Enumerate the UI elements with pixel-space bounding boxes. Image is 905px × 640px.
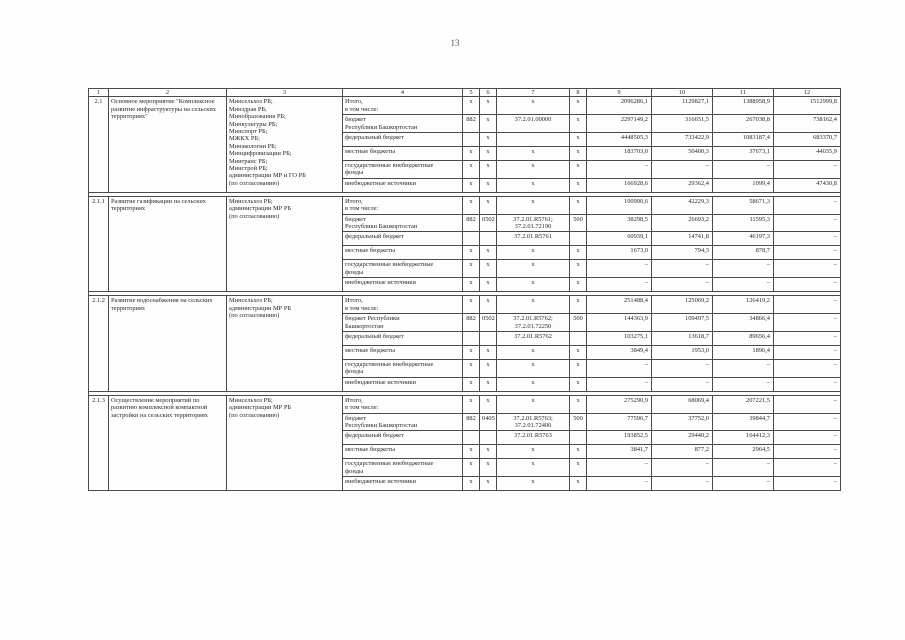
cell-col-10: 733422,9	[652, 133, 713, 147]
cell-col-10: 37752,0	[652, 413, 713, 431]
cell-col-7: x	[497, 246, 570, 260]
section-name: Развитие газификации на сельских территориях	[109, 196, 227, 291]
cell-col-9: 103275,1	[587, 331, 652, 345]
cell-col-7: x	[497, 459, 570, 477]
cell-col-8	[570, 431, 587, 445]
cell-col-10: –	[652, 377, 713, 391]
cell-col-12: –	[774, 214, 841, 232]
cell-col-5: x	[463, 459, 480, 477]
cell-col-12: –	[774, 296, 841, 314]
cell-col-12: –	[774, 445, 841, 459]
cell-col-6: x	[480, 147, 497, 161]
cell-col-12: –	[774, 278, 841, 292]
cell-col-7: 37.2.01.R5761; 37.2.01.72190	[497, 214, 570, 232]
cell-col-5	[463, 133, 480, 147]
column-header: 12	[774, 89, 841, 97]
cell-col-8: x	[570, 395, 587, 413]
cell-col-5: x	[463, 345, 480, 359]
cell-col-12: –	[774, 431, 841, 445]
cell-col-11: 89656,4	[713, 331, 774, 345]
section-number: 2.1.3	[89, 395, 109, 490]
cell-col-12: –	[774, 459, 841, 477]
cell-col-10: 42229,3	[652, 196, 713, 214]
funding-source: местные бюджеты	[343, 345, 463, 359]
cell-col-6: 0405	[480, 413, 497, 431]
funding-source: федеральный бюджет	[343, 133, 463, 147]
section-name: Осуществление мероприятий по развитию комплексной компактной застройки на сельских территориях	[109, 395, 227, 490]
cell-col-7: x	[497, 445, 570, 459]
cell-col-7: 37.2.01.R5761	[497, 232, 570, 246]
cell-col-9: 275290,9	[587, 395, 652, 413]
cell-col-5: 882	[463, 214, 480, 232]
cell-col-7: x	[497, 296, 570, 314]
funding-source: бюджет Республики Башкортостан	[343, 115, 463, 133]
cell-col-10: –	[652, 459, 713, 477]
cell-col-7: 37.2.01.R5763	[497, 431, 570, 445]
cell-col-11: 164412,3	[713, 431, 774, 445]
cell-col-9: 1673,0	[587, 246, 652, 260]
column-header: 3	[227, 89, 343, 97]
cell-col-6	[480, 431, 497, 445]
cell-col-6: x	[480, 359, 497, 377]
cell-col-6: x	[480, 459, 497, 477]
cell-col-5: 882	[463, 115, 480, 133]
cell-col-10: 26693,2	[652, 214, 713, 232]
cell-col-11: 1388958,9	[713, 97, 774, 115]
cell-col-7: 37.2.01.00000	[497, 115, 570, 133]
cell-col-5	[463, 431, 480, 445]
cell-col-11: 58671,3	[713, 196, 774, 214]
cell-col-6: x	[480, 345, 497, 359]
cell-col-10: 1129827,1	[652, 97, 713, 115]
column-header: 5	[463, 89, 480, 97]
cell-col-8: x	[570, 147, 587, 161]
cell-col-5: x	[463, 296, 480, 314]
cell-col-10: 125069,2	[652, 296, 713, 314]
cell-col-7: x	[497, 178, 570, 192]
cell-col-11: –	[713, 278, 774, 292]
cell-col-12: –	[774, 232, 841, 246]
cell-col-8: 500	[570, 214, 587, 232]
cell-col-5: x	[463, 477, 480, 491]
cell-col-6: 0502	[480, 214, 497, 232]
cell-col-9: 2297149,2	[587, 115, 652, 133]
section-executors: Минсельхоз РБ; администрации МР РБ (по согласованию)	[227, 296, 343, 391]
cell-col-8: x	[570, 196, 587, 214]
cell-col-9: 100900,6	[587, 196, 652, 214]
cell-col-12: –	[774, 196, 841, 214]
cell-col-7: x	[497, 395, 570, 413]
table-row	[89, 395, 841, 413]
section-number: 2.1.1	[89, 196, 109, 291]
cell-col-6: x	[480, 196, 497, 214]
cell-col-9: 38298,5	[587, 214, 652, 232]
cell-col-8: x	[570, 296, 587, 314]
funding-source: внебюджетные источники	[343, 278, 463, 292]
cell-col-12: –	[774, 246, 841, 260]
cell-col-5	[463, 232, 480, 246]
cell-col-8	[570, 232, 587, 246]
cell-col-12: –	[774, 413, 841, 431]
cell-col-10: 13618,7	[652, 331, 713, 345]
cell-col-8: x	[570, 161, 587, 179]
cell-col-12: –	[774, 377, 841, 391]
cell-col-10: 29440,2	[652, 431, 713, 445]
cell-col-10: –	[652, 260, 713, 278]
cell-col-8: x	[570, 133, 587, 147]
cell-col-9: 3841,7	[587, 445, 652, 459]
cell-col-12: –	[774, 331, 841, 345]
cell-col-9: 183703,0	[587, 147, 652, 161]
cell-col-5: 882	[463, 314, 480, 332]
cell-col-12: –	[774, 314, 841, 332]
cell-col-5: x	[463, 395, 480, 413]
cell-col-11: –	[713, 260, 774, 278]
cell-col-5: 882	[463, 413, 480, 431]
column-header: 9	[587, 89, 652, 97]
cell-col-8: x	[570, 178, 587, 192]
cell-col-7: x	[497, 196, 570, 214]
cell-col-5: x	[463, 359, 480, 377]
cell-col-11: 1083187,4	[713, 133, 774, 147]
funding-source: федеральный бюджет	[343, 232, 463, 246]
cell-col-7: x	[497, 377, 570, 391]
cell-col-7: x	[497, 260, 570, 278]
cell-col-8: 500	[570, 413, 587, 431]
cell-col-10: 316651,5	[652, 115, 713, 133]
cell-col-8: x	[570, 445, 587, 459]
cell-col-6: x	[480, 445, 497, 459]
cell-col-7	[497, 133, 570, 147]
cell-col-5: x	[463, 178, 480, 192]
cell-col-8: x	[570, 345, 587, 359]
cell-col-6: x	[480, 377, 497, 391]
cell-col-12: 738162,4	[774, 115, 841, 133]
section-number: 2.1	[89, 97, 109, 192]
cell-col-7: x	[497, 477, 570, 491]
cell-col-11: –	[713, 161, 774, 179]
cell-col-9: 2096286,1	[587, 97, 652, 115]
cell-col-6: x	[480, 260, 497, 278]
cell-col-8: 500	[570, 314, 587, 332]
cell-col-6: x	[480, 246, 497, 260]
cell-col-11: 11595,3	[713, 214, 774, 232]
funding-source: местные бюджеты	[343, 147, 463, 161]
cell-col-11: –	[713, 377, 774, 391]
funding-source: бюджет Республики Башкортостан	[343, 214, 463, 232]
cell-col-8: x	[570, 278, 587, 292]
section-number: 2.1.2	[89, 296, 109, 391]
column-header: 8	[570, 89, 587, 97]
cell-col-7: x	[497, 161, 570, 179]
cell-col-10: 50400,3	[652, 147, 713, 161]
cell-col-12: –	[774, 161, 841, 179]
section-executors: Минсельхоз РБ; администрации МР РБ (по согласованию)	[227, 196, 343, 291]
cell-col-7: x	[497, 97, 570, 115]
cell-col-9: –	[587, 260, 652, 278]
cell-col-7: 37.2.01.R5763; 37.2.01.72400	[497, 413, 570, 431]
cell-col-12: 44035,9	[774, 147, 841, 161]
cell-col-5: x	[463, 377, 480, 391]
cell-col-9: –	[587, 359, 652, 377]
cell-col-9: 251488,4	[587, 296, 652, 314]
cell-col-10: 14741,8	[652, 232, 713, 246]
cell-col-5: x	[463, 161, 480, 179]
cell-col-5	[463, 331, 480, 345]
funding-source: государственные внебюджетные фонды	[343, 459, 463, 477]
cell-col-11: 126419,2	[713, 296, 774, 314]
cell-col-6: x	[480, 477, 497, 491]
cell-col-7: x	[497, 147, 570, 161]
cell-col-6: x	[480, 97, 497, 115]
cell-col-9: 77596,7	[587, 413, 652, 431]
table-row	[89, 97, 841, 115]
cell-col-11: 2964,5	[713, 445, 774, 459]
section-executors: Минсельхоз РБ; администрации МР РБ (по согласованию)	[227, 395, 343, 490]
funding-source: федеральный бюджет	[343, 431, 463, 445]
cell-col-10: –	[652, 359, 713, 377]
cell-col-12: –	[774, 395, 841, 413]
cell-col-9: –	[587, 459, 652, 477]
cell-col-10: 68069,4	[652, 395, 713, 413]
cell-col-6: x	[480, 161, 497, 179]
column-header: 7	[497, 89, 570, 97]
funding-source: местные бюджеты	[343, 445, 463, 459]
cell-col-6: x	[480, 133, 497, 147]
funding-source: внебюджетные источники	[343, 477, 463, 491]
cell-col-10: 29362,4	[652, 178, 713, 192]
funding-source: Итого, в том числе:	[343, 97, 463, 115]
funding-source: бюджет Республики Башкортостан	[343, 413, 463, 431]
cell-col-11: 37673,1	[713, 147, 774, 161]
cell-col-10: 1953,0	[652, 345, 713, 359]
cell-col-12: 47430,8	[774, 178, 841, 192]
cell-col-6	[480, 232, 497, 246]
cell-col-10: 794,3	[652, 246, 713, 260]
cell-col-6	[480, 331, 497, 345]
cell-col-11: 207221,5	[713, 395, 774, 413]
cell-col-7: x	[497, 345, 570, 359]
funding-source: внебюджетные источники	[343, 377, 463, 391]
funding-source: государственные внебюджетные фонды	[343, 161, 463, 179]
cell-col-5: x	[463, 260, 480, 278]
cell-col-12: 683370,7	[774, 133, 841, 147]
funding-source: федеральный бюджет	[343, 331, 463, 345]
cell-col-10: 109497,5	[652, 314, 713, 332]
cell-col-9: 3849,4	[587, 345, 652, 359]
cell-col-8: x	[570, 459, 587, 477]
cell-col-11: 34866,4	[713, 314, 774, 332]
table-row	[89, 296, 841, 314]
table-row	[89, 196, 841, 214]
cell-col-8	[570, 331, 587, 345]
section-name: Развитие водоснабжения на сельских территориях	[109, 296, 227, 391]
budget-table	[88, 88, 841, 491]
cell-col-8: x	[570, 246, 587, 260]
column-header: 10	[652, 89, 713, 97]
cell-col-11: –	[713, 359, 774, 377]
cell-col-6: 0502	[480, 314, 497, 332]
cell-col-8: x	[570, 359, 587, 377]
cell-col-7: x	[497, 278, 570, 292]
cell-col-8: x	[570, 477, 587, 491]
cell-col-5: x	[463, 97, 480, 115]
funding-source: Итого, в том числе:	[343, 395, 463, 413]
cell-col-5: x	[463, 445, 480, 459]
cell-col-9: 166928,6	[587, 178, 652, 192]
cell-col-9: 60939,1	[587, 232, 652, 246]
funding-source: местные бюджеты	[343, 246, 463, 260]
cell-col-6: x	[480, 178, 497, 192]
cell-col-10: –	[652, 278, 713, 292]
funding-source: внебюджетные источники	[343, 178, 463, 192]
cell-col-7: x	[497, 359, 570, 377]
cell-col-7: 37.2.01.R5762	[497, 331, 570, 345]
cell-col-11: 1896,4	[713, 345, 774, 359]
cell-col-12: –	[774, 359, 841, 377]
funding-source: Итого, в том числе:	[343, 296, 463, 314]
cell-col-11: 878,7	[713, 246, 774, 260]
cell-col-8: x	[570, 377, 587, 391]
column-header: 1	[89, 89, 109, 97]
funding-source: Итого, в том числе:	[343, 196, 463, 214]
cell-col-5: x	[463, 246, 480, 260]
cell-col-9: –	[587, 477, 652, 491]
cell-col-12: –	[774, 477, 841, 491]
cell-col-11: –	[713, 477, 774, 491]
cell-col-6: x	[480, 278, 497, 292]
cell-col-5: x	[463, 196, 480, 214]
cell-col-10: –	[652, 161, 713, 179]
column-header: 4	[343, 89, 463, 97]
cell-col-11: 39844,7	[713, 413, 774, 431]
column-header: 2	[109, 89, 227, 97]
section-executors: Минсельхоз РБ; Минздрав РБ; Минобразования РБ; Минкультуры РБ; Минспорт РБ; МЖКХ РБ; Минэкологии РБ; Минцифровизации РБ; Минтранс РБ; Минстрой РБ; администрации МР и ГО РБ (по согласованию)	[227, 97, 343, 192]
cell-col-5: x	[463, 147, 480, 161]
cell-col-11: –	[713, 459, 774, 477]
cell-col-9: 144363,9	[587, 314, 652, 332]
column-header: 6	[480, 89, 497, 97]
cell-col-9: –	[587, 278, 652, 292]
cell-col-12: –	[774, 260, 841, 278]
cell-col-11: 46197,3	[713, 232, 774, 246]
cell-col-12: 1512999,8	[774, 97, 841, 115]
cell-col-8: x	[570, 115, 587, 133]
funding-source: бюджет Республики Башкортостан	[343, 314, 463, 332]
cell-col-8: x	[570, 97, 587, 115]
cell-col-7: 37.2.01.R5762; 37.2.01.72250	[497, 314, 570, 332]
cell-col-6: x	[480, 115, 497, 133]
funding-source: государственные внебюджетные фонды	[343, 260, 463, 278]
cell-col-6: x	[480, 296, 497, 314]
cell-col-9: –	[587, 161, 652, 179]
cell-col-5: x	[463, 278, 480, 292]
cell-col-11: 267038,8	[713, 115, 774, 133]
cell-col-9: –	[587, 377, 652, 391]
cell-col-9: 4448505,3	[587, 133, 652, 147]
cell-col-11: 1099,4	[713, 178, 774, 192]
header-row	[89, 89, 841, 97]
cell-col-12: –	[774, 345, 841, 359]
section-name: Основное мероприятие "Комплексное развитие инфраструктуры на сельских территориях"	[109, 97, 227, 192]
cell-col-10: –	[652, 477, 713, 491]
column-header: 11	[713, 89, 774, 97]
page-number: 13	[450, 38, 460, 48]
cell-col-6: x	[480, 395, 497, 413]
cell-col-10: 877,2	[652, 445, 713, 459]
cell-col-8: x	[570, 260, 587, 278]
funding-source: государственные внебюджетные фонды	[343, 359, 463, 377]
cell-col-9: 193852,5	[587, 431, 652, 445]
